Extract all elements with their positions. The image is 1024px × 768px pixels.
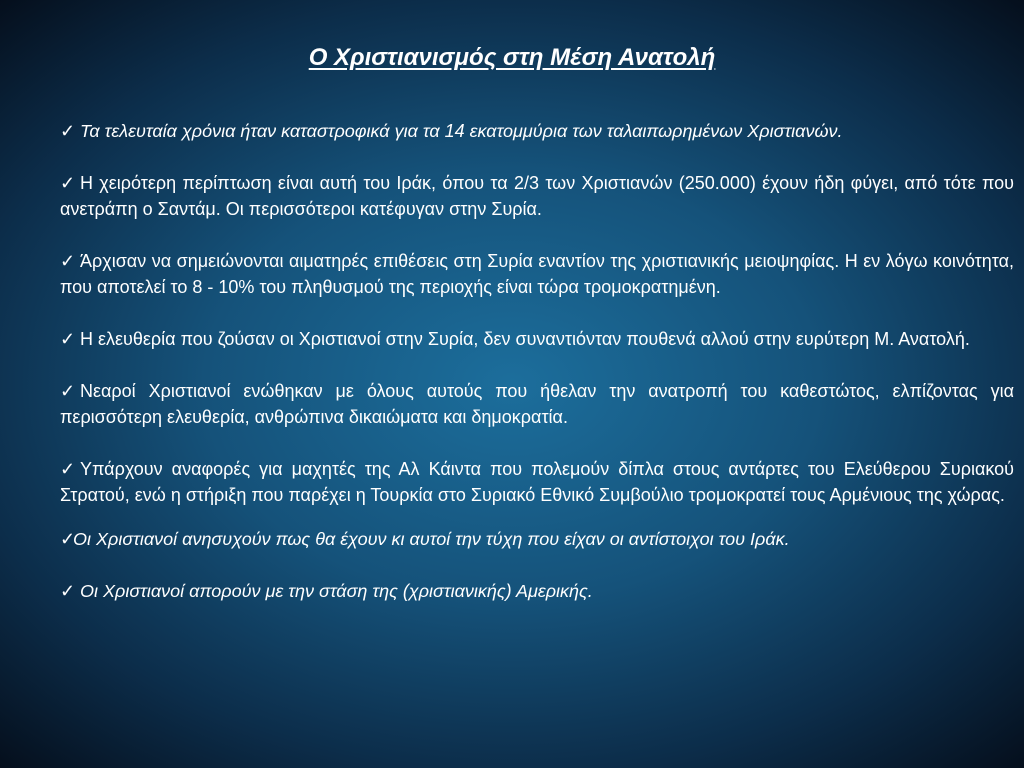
checkmark-icon: ✓ xyxy=(60,121,76,141)
bullet-item xyxy=(60,378,1014,430)
bullet-text: Οι Χριστιανοί απορούν με την στάση της (χριστιανικής) Αμερικής. xyxy=(80,581,593,601)
checkmark-icon: ✓ xyxy=(60,459,76,479)
bullet-text: Η ελευθερία που ζούσαν οι Χριστιανοί στην Συρία, δεν συναντιόνταν πουθενά αλλού στην ευρύτερη Μ. Ανατολή. xyxy=(80,329,970,349)
bullet-list xyxy=(60,118,1014,604)
bullet-item xyxy=(60,118,1014,144)
checkmark-icon: ✓ xyxy=(60,581,76,601)
bullet-item xyxy=(60,578,1014,604)
bullet-text: Οι Χριστιανοί ανησυχούν πως θα έχουν κι αυτοί την τύχη που είχαν οι αντίστοιχοι του Ιράκ. xyxy=(73,529,790,549)
bullet-text: Η χειρότερη περίπτωση είναι αυτή του Ιράκ, όπου τα 2/3 των Χριστιανών (250.000) έχουν ήδη φύγει, από τότε που ανετράπη ο Σαντάμ. Οι περισσότεροι κατέφυγαν στην Συρία. xyxy=(60,173,1014,219)
checkmark-icon: ✓ xyxy=(60,251,76,271)
bullet-text: Άρχισαν να σημειώνονται αιματηρές επιθέσεις στη Συρία εναντίον της χριστιανικής μειοψηφίας. Η εν λόγω κοινότητα, που αποτελεί το 8 - 10% του πληθυσμού της περιοχής είναι τώρα τρομοκρατημένη. xyxy=(60,251,1014,297)
bullet-item xyxy=(60,456,1014,508)
bullet-item xyxy=(60,526,1014,552)
checkmark-icon: ✓ xyxy=(60,329,76,349)
checkmark-icon: ✓ xyxy=(60,381,76,401)
bullet-item xyxy=(60,248,1014,300)
checkmark-icon: ✓ xyxy=(60,529,76,549)
bullet-text: Υπάρχουν αναφορές για μαχητές της Αλ Κάιντα που πολεμούν δίπλα στους αντάρτες του Ελεύθερου Συριακού Στρατού, ενώ η στήριξη που παρέχει η Τουρκία στο Συριακό Εθνικό Συμβούλιο τρομοκρατεί τους Αρμένιους της χώρας. xyxy=(60,459,1014,505)
bullet-text: Τα τελευταία χρόνια ήταν καταστροφικά για τα 14 εκατομμύρια των ταλαιπωρημένων Χριστιανών. xyxy=(80,121,843,141)
bullet-text: Νεαροί Χριστιανοί ενώθηκαν με όλους αυτούς που ήθελαν την ανατροπή του καθεστώτος, ελπίζοντας για περισσότερη ελευθερία, ανθρώπινα δικαιώματα και δημοκρατία. xyxy=(60,381,1014,427)
slide-title: Ο Χριστιανισμός στη Μέση Ανατολή xyxy=(308,44,716,71)
checkmark-icon: ✓ xyxy=(60,173,76,193)
bullet-item xyxy=(60,170,1014,222)
bullet-item xyxy=(60,326,1014,352)
